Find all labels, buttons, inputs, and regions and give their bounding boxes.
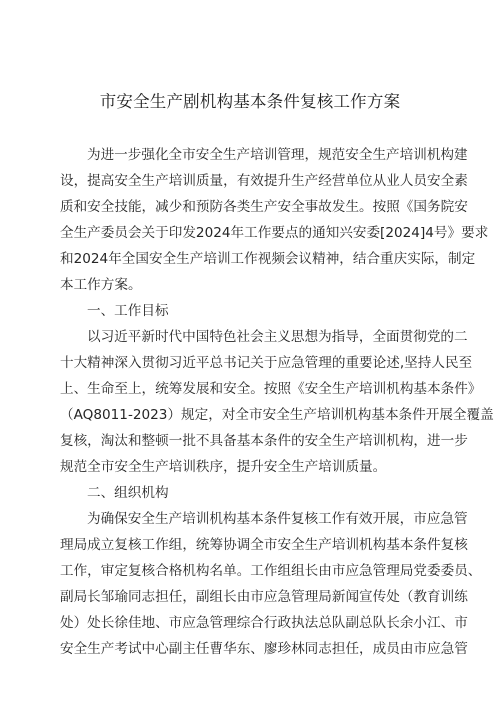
document-body <box>60 142 494 662</box>
text-line: 设，提高安全生产培训质量，有效提升生产经营单位从业人员安全素 <box>60 173 468 189</box>
text-line: 复核，淘汰和整顿一批不具备基本条件的安全生产培训机构，进一步 <box>60 433 468 449</box>
text-line: 全生产委员会关于印发2024年工作要点的通知兴安委[2024]4号》要求 <box>60 225 489 241</box>
text-line: 本工作方案。 <box>60 277 142 293</box>
text-line: 副局长邹瑜同志担任，副组长由市应急管理局新闻宣传处（教育训练 <box>60 589 468 605</box>
body-paragraph <box>60 506 482 662</box>
text-line: 以习近平新时代中国特色社会主义思想为指导，全面贯彻党的二 <box>87 329 468 345</box>
text-line: 质和安全技能，减少和预防各类生产安全事故发生。按照《国务院安 <box>60 199 468 215</box>
text-line: 规范全市安全生产培训秩序，提升安全生产培训质量。 <box>60 459 387 475</box>
text-line: 一、工作目标 <box>87 303 169 319</box>
text-line: 理局成立复核工作组，统筹协调全市安全生产培训机构基本条件复核 <box>60 537 468 553</box>
text-line: （AQ8011-2023）规定，对全市安全生产培训机构基本条件开展全覆盖 <box>60 407 494 423</box>
body-paragraph <box>60 142 489 298</box>
text-line: 处）处长徐佳地、市应急管理综合行政执法总队副总队长余小江、市 <box>60 615 468 631</box>
text-line: 十大精神深入贯彻习近平总书记关于应急管理的重要论述,坚持人民至 <box>60 355 473 371</box>
text-line: 为确保安全生产培训机构基本条件复核工作有效开展，市应急管 <box>87 511 468 527</box>
text-line: 为进一步强化全市安全生产培训管理，规范安全生产培训机构建 <box>87 147 468 163</box>
text-line: 上、生命至上，统筹发展和安全。按照《安全生产培训机构基本条件》 <box>60 381 482 397</box>
section-heading <box>60 480 442 506</box>
document-title: 市安全生产剧机构基本条件复核工作方案 <box>99 92 401 111</box>
text-line: 工作，审定复核合格机构名单。工作组组长由市应急管理局党委委员、 <box>60 563 482 579</box>
section-heading <box>60 298 442 324</box>
text-line: 二、组织机构 <box>87 485 169 501</box>
text-line: 安全生产考试中心副主任曹华东、廖珍林同志担任，成员由市应急管 <box>60 641 468 657</box>
body-paragraph <box>60 324 494 480</box>
text-line: 和2024年全国安全生产培训工作视频会议精神，结合重庆实际，制定 <box>60 251 476 267</box>
